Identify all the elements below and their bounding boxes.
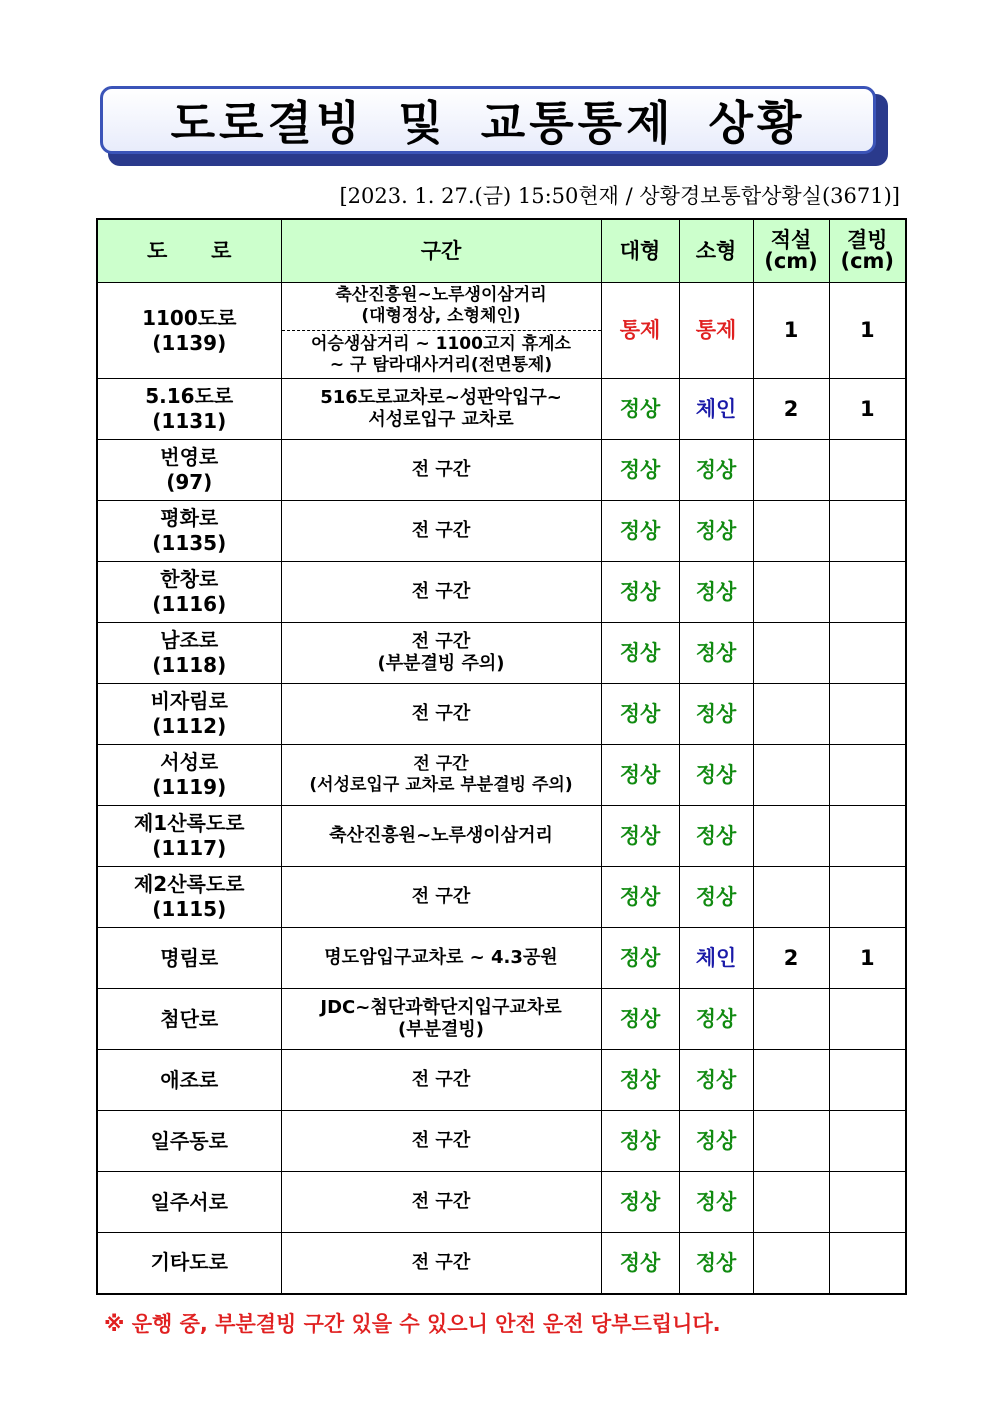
snow-cell bbox=[753, 684, 829, 745]
small-status-cell: 통제 bbox=[679, 283, 753, 379]
table-row bbox=[97, 501, 906, 562]
section-cell: 전 구간 (서성로입구 교차로 부분결빙 주의) bbox=[281, 745, 601, 806]
ice-cell bbox=[829, 806, 906, 867]
road-name-cell: 애조로 bbox=[97, 1050, 281, 1111]
small-status-cell: 정상 bbox=[679, 867, 753, 928]
section-cell: 축산진흥원~노루생이삼거리 (대형정상, 소형체인) 어승생삼거리 ~ 1100고지 휴게소 ~ 구 탐라대사거리(전면통제) bbox=[281, 283, 601, 379]
header-road: 도 로 bbox=[97, 219, 281, 283]
ice-cell: 1 bbox=[829, 283, 906, 379]
road-name-cell: 일주서로 bbox=[97, 1172, 281, 1233]
snow-cell bbox=[753, 745, 829, 806]
large-status-cell: 정상 bbox=[601, 806, 679, 867]
snow-cell bbox=[753, 1233, 829, 1294]
small-status-cell: 체인 bbox=[679, 379, 753, 440]
large-status-cell: 통제 bbox=[601, 283, 679, 379]
header-snow: 적설 (cm) bbox=[753, 219, 829, 283]
small-status-cell: 정상 bbox=[679, 806, 753, 867]
table-row bbox=[97, 379, 906, 440]
section-cell: 전 구간 (부분결빙 주의) bbox=[281, 623, 601, 684]
header-section: 구간 bbox=[281, 219, 601, 283]
ice-cell bbox=[829, 989, 906, 1050]
title-box bbox=[100, 86, 876, 154]
section-cell: 전 구간 bbox=[281, 1233, 601, 1294]
header-ice: 결빙 (cm) bbox=[829, 219, 906, 283]
snow-cell bbox=[753, 562, 829, 623]
table-row bbox=[97, 623, 906, 684]
table-row bbox=[97, 562, 906, 623]
road-name-cell: 첨단로 bbox=[97, 989, 281, 1050]
ice-cell bbox=[829, 623, 906, 684]
large-status-cell: 정상 bbox=[601, 440, 679, 501]
road-name-cell: 남조로 (1118) bbox=[97, 623, 281, 684]
road-name-cell: 제2산록도로 (1115) bbox=[97, 867, 281, 928]
road-status-table bbox=[96, 218, 907, 1295]
small-status-cell: 정상 bbox=[679, 1111, 753, 1172]
large-status-cell: 정상 bbox=[601, 562, 679, 623]
title-banner bbox=[100, 86, 890, 168]
small-status-cell: 정상 bbox=[679, 623, 753, 684]
large-status-cell: 정상 bbox=[601, 501, 679, 562]
section-cell: 전 구간 bbox=[281, 440, 601, 501]
table-row bbox=[97, 928, 906, 989]
section-cell: JDC~첨단과학단지입구교차로 (부분결빙) bbox=[281, 989, 601, 1050]
large-status-cell: 정상 bbox=[601, 1233, 679, 1294]
section-divider: 어승생삼거리 ~ 1100고지 휴게소 ~ 구 탐라대사거리(전면통제) bbox=[282, 330, 601, 377]
section-cell: 전 구간 bbox=[281, 1172, 601, 1233]
ice-cell bbox=[829, 1050, 906, 1111]
road-name-cell: 번영로 (97) bbox=[97, 440, 281, 501]
road-name-cell: 기타도로 bbox=[97, 1233, 281, 1294]
ice-cell bbox=[829, 745, 906, 806]
section-cell: 전 구간 bbox=[281, 684, 601, 745]
ice-cell: 1 bbox=[829, 928, 906, 989]
large-status-cell: 정상 bbox=[601, 1172, 679, 1233]
section-cell: 전 구간 bbox=[281, 867, 601, 928]
section-cell: 전 구간 bbox=[281, 1111, 601, 1172]
road-name-cell: 비자림로 (1112) bbox=[97, 684, 281, 745]
table-row bbox=[97, 684, 906, 745]
road-name-cell: 서성로 (1119) bbox=[97, 745, 281, 806]
small-status-cell: 정상 bbox=[679, 440, 753, 501]
large-status-cell: 정상 bbox=[601, 989, 679, 1050]
road-name-cell: 평화로 (1135) bbox=[97, 501, 281, 562]
snow-cell bbox=[753, 1111, 829, 1172]
small-status-cell: 정상 bbox=[679, 989, 753, 1050]
small-status-cell: 정상 bbox=[679, 1233, 753, 1294]
snow-cell: 1 bbox=[753, 283, 829, 379]
section-cell: 전 구간 bbox=[281, 562, 601, 623]
page-title: 도로결빙 및 교통통제 상황 bbox=[170, 96, 806, 150]
ice-cell bbox=[829, 1233, 906, 1294]
large-status-cell: 정상 bbox=[601, 928, 679, 989]
snow-cell bbox=[753, 1172, 829, 1233]
large-status-cell: 정상 bbox=[601, 1111, 679, 1172]
section-cell: 전 구간 bbox=[281, 501, 601, 562]
small-status-cell: 정상 bbox=[679, 562, 753, 623]
small-status-cell: 정상 bbox=[679, 1172, 753, 1233]
ice-cell bbox=[829, 1111, 906, 1172]
road-name-cell: 한창로 (1116) bbox=[97, 562, 281, 623]
large-status-cell: 정상 bbox=[601, 379, 679, 440]
table-row bbox=[97, 440, 906, 501]
ice-cell bbox=[829, 501, 906, 562]
snow-cell: 2 bbox=[753, 379, 829, 440]
small-status-cell: 정상 bbox=[679, 1050, 753, 1111]
header-small-vehicle: 소형 bbox=[679, 219, 753, 283]
road-name-cell: 5.16도로 (1131) bbox=[97, 379, 281, 440]
table-row bbox=[97, 1172, 906, 1233]
snow-cell bbox=[753, 440, 829, 501]
snow-cell bbox=[753, 867, 829, 928]
section-cell: 명도암입구교차로 ~ 4.3공원 bbox=[281, 928, 601, 989]
small-status-cell: 체인 bbox=[679, 928, 753, 989]
section-cell: 축산진흥원~노루생이삼거리 bbox=[281, 806, 601, 867]
road-name-cell: 일주동로 bbox=[97, 1111, 281, 1172]
snow-cell bbox=[753, 989, 829, 1050]
ice-cell bbox=[829, 684, 906, 745]
road-name-cell: 1100도로 (1139) bbox=[97, 283, 281, 379]
table-row bbox=[97, 283, 906, 379]
report-timestamp: [2023. 1. 27.(금) 15:50현재 / 상황경보통합상황실(3671)] bbox=[339, 184, 900, 208]
section-cell: 전 구간 bbox=[281, 1050, 601, 1111]
large-status-cell: 정상 bbox=[601, 684, 679, 745]
small-status-cell: 정상 bbox=[679, 684, 753, 745]
large-status-cell: 정상 bbox=[601, 745, 679, 806]
table-row bbox=[97, 867, 906, 928]
large-status-cell: 정상 bbox=[601, 623, 679, 684]
table-header-row bbox=[97, 219, 906, 283]
large-status-cell: 정상 bbox=[601, 1050, 679, 1111]
table-row bbox=[97, 745, 906, 806]
snow-cell bbox=[753, 623, 829, 684]
small-status-cell: 정상 bbox=[679, 745, 753, 806]
snow-cell bbox=[753, 806, 829, 867]
small-status-cell: 정상 bbox=[679, 501, 753, 562]
header-large-vehicle: 대형 bbox=[601, 219, 679, 283]
ice-cell bbox=[829, 562, 906, 623]
road-name-cell: 명림로 bbox=[97, 928, 281, 989]
ice-cell bbox=[829, 1172, 906, 1233]
table-row bbox=[97, 806, 906, 867]
section-cell: 516도로교차로~성판악입구~ 서성로입구 교차로 bbox=[281, 379, 601, 440]
ice-cell: 1 bbox=[829, 379, 906, 440]
road-name-cell: 제1산록도로 (1117) bbox=[97, 806, 281, 867]
snow-cell: 2 bbox=[753, 928, 829, 989]
safety-footnote: ※ 운행 중, 부분결빙 구간 있을 수 있으니 안전 운전 당부드립니다. bbox=[104, 1312, 721, 1336]
large-status-cell: 정상 bbox=[601, 867, 679, 928]
ice-cell bbox=[829, 867, 906, 928]
table-row bbox=[97, 1050, 906, 1111]
table-row bbox=[97, 1111, 906, 1172]
ice-cell bbox=[829, 440, 906, 501]
snow-cell bbox=[753, 1050, 829, 1111]
table-row bbox=[97, 1233, 906, 1294]
snow-cell bbox=[753, 501, 829, 562]
table-row bbox=[97, 989, 906, 1050]
